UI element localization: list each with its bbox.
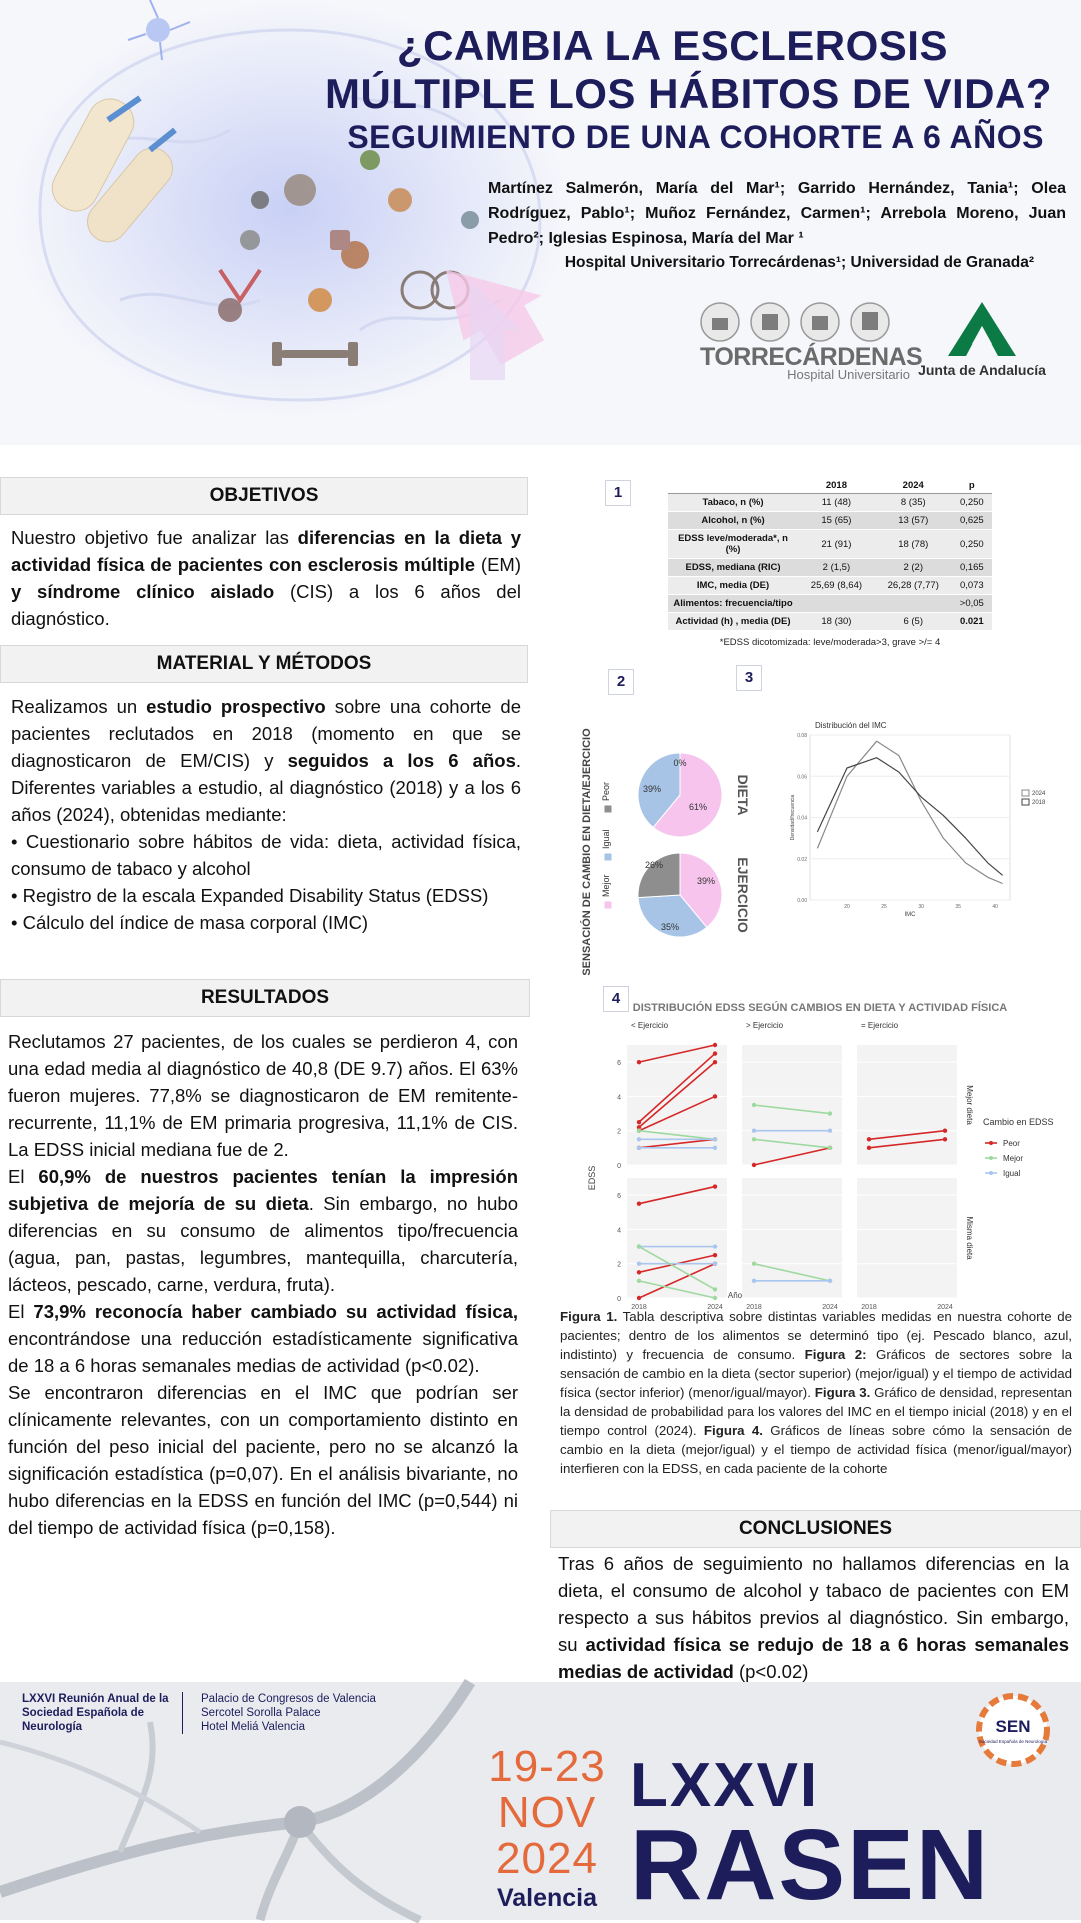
data-point: [637, 1270, 641, 1274]
legend-swatch: [605, 902, 612, 909]
facet-column-label: > Ejercicio: [746, 1021, 784, 1030]
data-point: [943, 1129, 947, 1133]
data-point: [828, 1129, 832, 1133]
table-row: EDSS leve/moderada*, n (%) 21 (91) 18 (78) 0,250: [668, 530, 992, 559]
resultados-heading: RESULTADOS: [0, 979, 530, 1017]
data-point: [713, 1296, 717, 1300]
x-tick-label: 20: [844, 904, 850, 910]
legend-label: Mejor: [601, 874, 611, 897]
data-point: [713, 1060, 717, 1064]
pie-value-label: 39%: [642, 784, 662, 794]
table-row: Tabaco, n (%) 11 (48) 8 (35) 0,250: [668, 494, 992, 512]
title-line-1: ¿CAMBIA LA ESCLEROSIS: [396, 22, 948, 69]
data-point: [637, 1137, 641, 1141]
facet-column-label: < Ejercicio: [631, 1021, 669, 1030]
objetivos-heading: OBJETIVOS: [0, 477, 528, 515]
x-tick-label: 2018: [746, 1304, 762, 1311]
legend-label: Igual: [1003, 1169, 1021, 1178]
legend-label: Peor: [1003, 1139, 1020, 1148]
metodos-bullet: • Cálculo del índice de masa corporal (IMC): [11, 912, 369, 933]
conclusiones-text: Tras 6 años de seguimiento no hallamos diferencias en la dieta, el consumo de alcohol y tabaco de pacientes con EM respecto a sus hábitos previos al diagnóstico. Sin embargo, su actividad física se redujo de 18 a 6 horas semanales medias de actividad (p<0.02): [558, 1553, 1069, 1682]
sen-logo-subtext: Sociedad Española de Neurología: [978, 1739, 1048, 1744]
data-point: [713, 1146, 717, 1150]
legend-label: Peor: [601, 781, 611, 801]
brand-lxxvi: LXXVI: [630, 1751, 820, 1820]
data-point: [713, 1244, 717, 1248]
meeting-city: Valencia: [496, 1884, 598, 1912]
y-axis-label: Densidad/frecuencia: [790, 794, 796, 841]
figure-2-pie-charts: [580, 700, 750, 990]
facet-panel: [857, 1178, 957, 1298]
data-point: [637, 1262, 641, 1266]
data-point: [752, 1279, 756, 1283]
data-point: [637, 1296, 641, 1300]
sen-logo-text: SEN: [995, 1717, 1031, 1736]
pie-value-label: 61%: [688, 802, 708, 812]
x-tick-label: 35: [955, 904, 961, 910]
legend-title: Cambio en EDSS: [983, 1117, 1054, 1127]
y-tick-label: 0: [617, 1163, 621, 1170]
pie-value-label: 26%: [644, 860, 664, 870]
figure-2-number: 2: [608, 669, 634, 695]
pie-value-label: 39%: [696, 876, 716, 886]
poster-header: [0, 0, 1081, 445]
data-point: [828, 1146, 832, 1150]
data-point: [752, 1129, 756, 1133]
data-point: [637, 1202, 641, 1206]
data-point: [752, 1103, 756, 1107]
pie-value-label: 35%: [660, 922, 680, 932]
y-tick-label: 4: [617, 1094, 621, 1102]
x-axis-label: IMC: [904, 912, 916, 918]
y-tick-label: 0.04: [797, 815, 807, 822]
objetivos-text: Nuestro objetivo fue analizar las diferencias en la dieta y actividad física de pacientes con esclerosis múltiple (EM) y síndrome clínico aislado (CIS) a los 6 años del diagnóstico.: [11, 527, 521, 629]
resultados-text: Reclutamos 27 pacientes, de los cuales se perdieron 4, con una edad media al diagnóstico de 40,8 (DE 9.7) años. El 63% fueron mujeres. 77,8% se diagnosticaron de EM remitente-recurrente, 11,1% de EM primaria progresiva, 11,1% de CIS. La EDSS inicial mediana fue de 2. El 60,9% de nuestros pacientes tenían la impresión subjetiva de mejoría de su dieta. Sin embargo, no hubo diferencias en su consumo de alimentos tipo/frecuencia (agua, pan, pastas, legumbres, mantequilla, charcutería, lácteos, pescado, carne, verdura, fruta). El 73,9% reconocía haber cambiado su actividad física, encontrándose una reducción estadísticamente significativa de 18 a 6 horas semanales medias de actividad (p<0.02). Se encontraron diferencias en el IMC que podrían ser clínicamente relevantes, con un comportamiento distinto en función del peso inicial del paciente, pero no se alcanzó la significación estadística (p=0,07). En el análisis bivariante, no hubo diferencias en la EDSS en función del IMC (p=0,544) ni del tiempo de actividad física (p=0,158).: [8, 1031, 519, 1538]
data-point: [713, 1262, 717, 1266]
y-tick-label: 0.08: [797, 733, 807, 739]
data-point: [713, 1051, 717, 1055]
table-header-row: 2018 2024 p: [668, 478, 992, 494]
figure-3-density-chart: [760, 710, 1070, 920]
figure-4-line-panels: [575, 993, 1075, 1311]
legend-swatch: [1022, 790, 1029, 796]
data-point: [713, 1184, 717, 1188]
meeting-dates: 19-23 NOV 2024: [488, 1742, 606, 1883]
figure-4-number: 4: [603, 986, 629, 1012]
facet-row-label: Mejor dieta: [965, 1085, 974, 1125]
legend-label: 2018: [1032, 800, 1046, 806]
data-point: [637, 1146, 641, 1150]
legend-swatch-point: [989, 1141, 993, 1145]
x-tick-label: 30: [918, 904, 924, 910]
y-tick-label: 0: [617, 1296, 621, 1303]
data-point: [752, 1262, 756, 1266]
figure-1-number: 1: [605, 480, 631, 506]
x-tick-label: 40: [992, 904, 998, 910]
legend-swatch-point: [989, 1171, 993, 1175]
data-point: [713, 1137, 717, 1141]
authors: Martínez Salmerón, María del Mar¹; Garrido Hernández, Tania¹; Olea Rodríguez, Pablo¹; Muñoz Fernández, Carmen¹; Arrebola Moreno, Juan Pedro²; Iglesias Espinosa, María del Mar ¹: [488, 180, 1066, 247]
x-tick-label: 2024: [937, 1304, 953, 1311]
data-point: [637, 1279, 641, 1283]
conference-footer: [0, 1682, 1081, 1920]
data-point: [637, 1129, 641, 1133]
facet-column-label: = Ejercicio: [861, 1021, 899, 1030]
y-tick-label: 4: [617, 1227, 621, 1235]
table-row: Alimentos: frecuencia/tipo >0,05: [668, 595, 992, 613]
figure-3-number: 3: [736, 665, 762, 691]
data-point: [943, 1137, 947, 1141]
hospital-logo-name: TORRECÁRDENAS: [700, 343, 923, 371]
y-axis-label: EDSS: [587, 1165, 597, 1191]
pie-panel-title: EJERCICIO: [735, 857, 751, 933]
x-tick-label: 2018: [861, 1304, 877, 1311]
legend-swatch-point: [989, 1156, 993, 1160]
title-line-3: SEGUIMIENTO DE UNA COHORTE A 6 AÑOS: [347, 119, 1044, 155]
legend-swatch: [1022, 799, 1029, 805]
data-point: [713, 1094, 717, 1098]
data-point: [752, 1137, 756, 1141]
title-line-2: MÚLTIPLE LOS HÁBITOS DE VIDA?: [325, 70, 1052, 117]
chart-title: Distribución del IMC: [815, 721, 887, 730]
meeting-venue: Palacio de Congresos de Valencia Sercotel Sorolla Palace Hotel Meliá Valencia: [182, 1692, 402, 1734]
metodos-heading: MATERIAL Y MÉTODOS: [0, 645, 528, 683]
affiliation: Hospital Universitario Torrecárdenas¹; Universidad de Granada²: [564, 254, 1034, 271]
meeting-name: LXXVI Reunión Anual de la Sociedad Española de Neurología: [22, 1693, 169, 1733]
y-tick-label: 2: [617, 1261, 621, 1269]
data-point: [637, 1060, 641, 1064]
y-tick-label: 0.06: [797, 774, 807, 781]
y-tick-label: 6: [617, 1060, 621, 1068]
legend-label: Mejor: [1003, 1154, 1024, 1163]
pie-panel-title: DIETA: [735, 774, 751, 816]
data-point: [752, 1163, 756, 1167]
x-tick-label: 25: [881, 904, 887, 910]
table-1: [668, 478, 992, 631]
metodos-bullet: • Registro de la escala Expanded Disability Status (EDSS): [11, 885, 489, 906]
table-row: EDSS, mediana (RIC) 2 (1,5) 2 (2) 0,165: [668, 559, 992, 577]
pie-axis-title: SENSACIÓN DE CAMBIO EN DIETA/EJERCICIO: [581, 728, 593, 976]
data-point: [828, 1279, 832, 1283]
chart-title: DISTRIBUCIÓN EDSS SEGÚN CAMBIOS EN DIETA Y ACTIVIDAD FÍSICA: [632, 1002, 1008, 1014]
junta-andalucia-name: Junta de Andalucía: [918, 362, 1046, 378]
table-row: Actividad (h) , media (DE) 18 (30) 6 (5) 0.021: [668, 613, 992, 631]
figure-captions: Figura 1. Tabla descriptiva sobre distintas variables medidas en nuestra cohorte de pacientes; dentro de los alimentos se determinó tipo (ej. Pescado blanco, azul, indistinto) y frecuencia de consumo. Figura 2: Gráficos de sectores sobre la sensación de cambio en la dieta (sector superior) (mejor/igual) y el tiempo de actividad física (sector inferior) (menor/igual/mayor). Figura 3. Gráfico de densidad, representan la densidad de probabilidad para los valores del IMC en el tiempo inicial (2018) y en el tiempo control (2024). Figura 4. Gráficos de líneas sobre cómo la sensación de cambio en la dieta (mejor/igual) y el tiempo de actividad física (menor/igual/mayor) interfieren con la EDSS, en cada paciente de la cohorte: [560, 1309, 1073, 1476]
poster-title: [240, 22, 1070, 156]
junta-andalucia-logo: [946, 300, 1018, 358]
y-tick-label: 0.00: [797, 898, 807, 904]
x-tick-label: 2024: [822, 1304, 838, 1311]
data-point: [713, 1043, 717, 1047]
legend-swatch: [605, 854, 612, 861]
legend-label: Igual: [601, 829, 611, 849]
conclusiones-heading: CONCLUSIONES: [550, 1510, 1081, 1548]
sen-logo: [968, 1690, 1058, 1770]
table-row: IMC, media (DE) 25,69 (8,64) 26,28 (7,77) 0,073: [668, 577, 992, 595]
metodos-bullet: • Cuestionario sobre hábitos de vida: dieta, actividad física, consumo de tabaco y alcohol: [11, 831, 521, 879]
table-row: Alcohol, n (%) 15 (65) 13 (57) 0,625: [668, 512, 992, 530]
data-point: [828, 1111, 832, 1115]
brand-rasen: RASEN: [630, 1809, 991, 1921]
x-axis-label: Año: [727, 1291, 743, 1300]
metodos-text: Realizamos un estudio prospectivo sobre una cohorte de pacientes reclutados en 2018 (momento en que se diagnosticaron de EM/CIS) y seguidos a los 6 años. Diferentes variables a estudio, al diagnóstico (2018) y a los 6 años (2024), obtenidas mediante: • Cuestionario sobre hábitos de vida: dieta, actividad física, consumo de tabaco y alcohol • Registro de la escala Expanded Disability Status (EDSS) • Cálculo del índice de masa corporal (IMC): [11, 693, 521, 936]
data-point: [867, 1146, 871, 1150]
hospital-logo-subtitle: Hospital Universitario: [787, 367, 910, 382]
y-tick-label: 6: [617, 1193, 621, 1201]
data-point: [713, 1253, 717, 1257]
data-point: [713, 1287, 717, 1291]
facet-row-label: Misma dieta: [965, 1216, 974, 1260]
x-tick-label: 2024: [707, 1304, 723, 1311]
data-point: [867, 1137, 871, 1141]
legend-swatch: [605, 806, 612, 813]
table-footnote: *EDSS dicotomizada: leve/moderada>3, grave >/= 4: [719, 637, 941, 648]
y-tick-label: 2: [617, 1128, 621, 1136]
pie-value-label: 0%: [673, 758, 687, 768]
data-point: [637, 1244, 641, 1248]
y-tick-label: 0.02: [797, 856, 807, 863]
x-tick-label: 2018: [631, 1304, 647, 1311]
data-point: [637, 1120, 641, 1124]
legend-label: 2024: [1032, 791, 1046, 797]
